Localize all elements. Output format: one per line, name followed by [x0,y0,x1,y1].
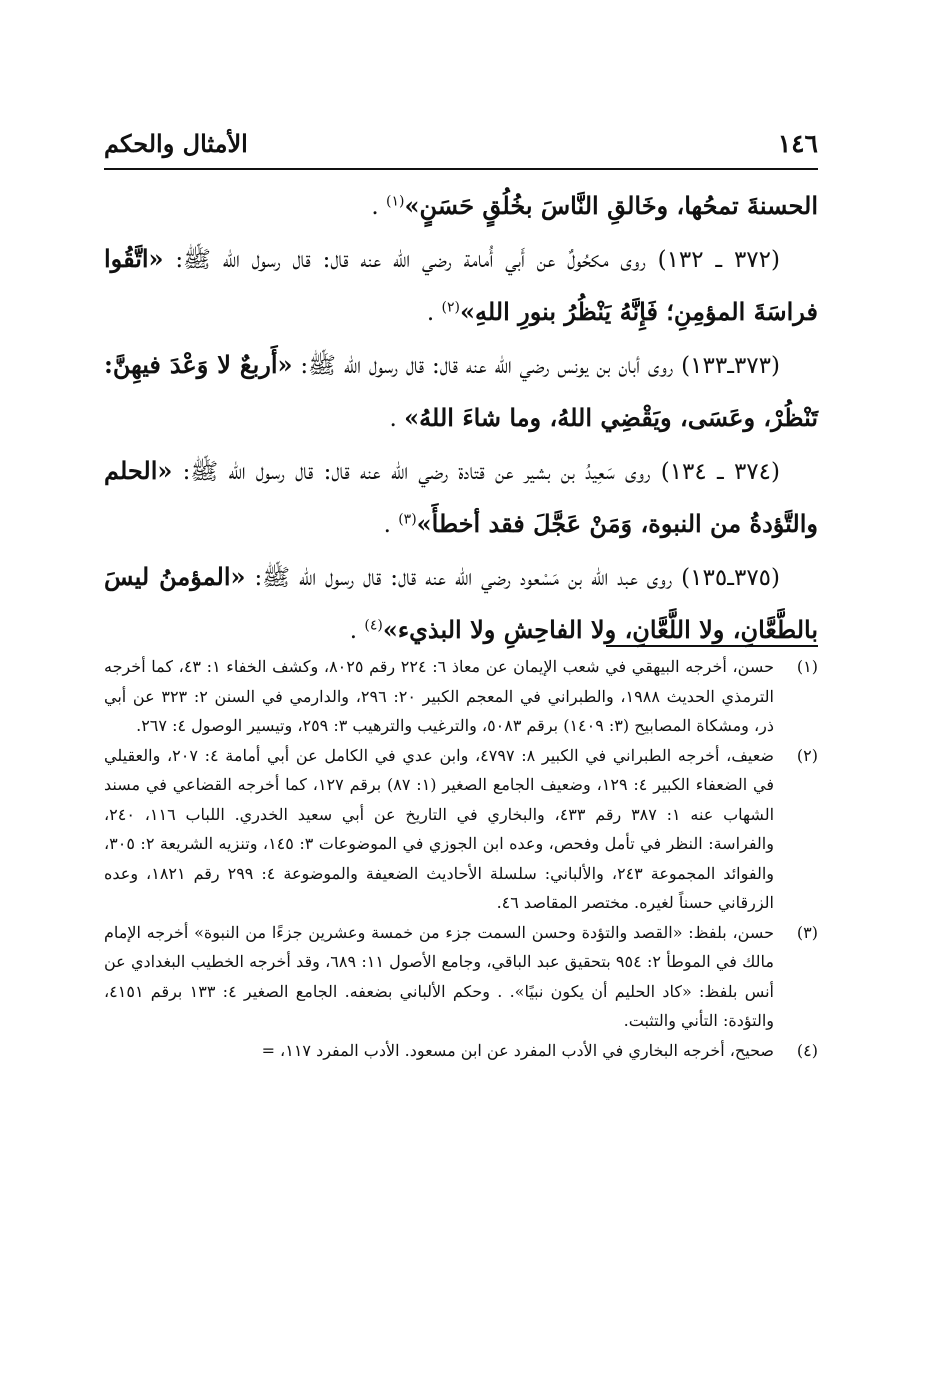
entry-number: (٣٧٢ ـ ١٣٢) [657,247,780,273]
entry-intro: روى أبان بن يونس رضي الله عنه قال: قال رسول الله ﷺ: [292,353,682,379]
footnote-1 [104,652,818,741]
paragraph-tail: . [426,300,442,326]
footnote-3 [104,918,818,1036]
footnote-2 [104,741,818,918]
footnote-number: (١) [796,657,818,676]
paragraph-tail: . [389,406,405,432]
footnote-divider [606,645,818,647]
footnote-text: حسن، بلفظ: «القصد والتؤدة وحسن السمت جزء من خمسة وعشرين جزءًا من النبوة» أخرجه الإمام مالك في الموطأ ٢: ٩٥٤ بتحقيق عبد الباقي، وجامع الأصول ١١: ٦٨٩، وقد أخرجه الخطيب البغدادي عن أنس بلفظ: «كاد الحليم أن يكون نبيًا». . وحكم الألباني بضعفه. الجامع الصغير ٤: ١٣٣ برقم ٤١٥١، والتؤدة: التأني والتثبت. [104,922,775,1030]
footnote-number: (٢) [796,745,818,765]
header-divider [104,168,818,170]
paragraph-tail: . [383,512,399,538]
continuation-paragraph [104,180,818,233]
hadith-quote: «المؤمنُ ليسَ بالطَّعَّانِ، ولا اللَّعَّانِ، ولا الفاحِشِ ولا البذيء» [104,562,818,644]
footnote-ref: (١) [386,193,405,210]
paragraph-tail: . [349,618,365,644]
entry-number: (٣٧٣ـ١٣٣) [681,353,780,379]
entry-number: (٣٧٤ ـ ١٣٤) [660,459,780,485]
footnotes [104,652,818,1065]
entry-number: (٣٧٥ـ١٣٥) [681,565,781,591]
footnote-text: ضعيف، أخرجه الطبراني في الكبير ٨: ٤٧٩٧، وابن عدي في الكامل عن أبي أمامة ٤: ٢٠٧، والعقيلي في الضعفاء الكبير ٤: ١٢٩، وضعيف الجامع الصغير (١: ٨٧) برقم ١٢٧، كما أخرجه القضاعي في مسند الشهاب عنه ١: ٣٨٧ رقم ٤٣٣، والبخاري في التاريخ عن أبي سعيد الخدري. اللباب ١١٦، ٢٤٠، والفراسة: النظر في تأمل وفحص، وعده ابن الجوزي في الموضوعات ٣: ١٤٥، وتنزيه الشريعة ٢: ٣٠٥، والفوائد المجموعة ٢٤٣، والألباني: سلسلة الأحاديث الضعيفة والموضوعة ٤: ٢٩٩ رقم ١٨٢١، وعده الزرقاني حسناً لغيره. مختصر المقاصد ٤٦. [104,745,775,912]
hadith-quote: «اتَّقُوا فراسَةَ المؤمِنِ؛ فَإِنَّهُ يَنْظُرُ بنورِ اللهِ» [104,244,818,326]
entry-intro: روى سَعِيدُ بن بشير عن قتادة رضي الله عنه قال: قال رسول الله ﷺ: [172,459,661,485]
footnote-ref: (٣) [398,511,417,528]
footnote-ref: (٢) [441,299,460,316]
entry-373 [104,339,818,445]
main-text [104,180,818,657]
footnote-text: صحيح، أخرجه البخاري في الأدب المفرد عن ابن مسعود. الأدب المفرد ١١٧، = [261,1040,774,1060]
entry-intro: روى عبد الله بن مَسْعود رضي الله عنه قال: قال رسول الله ﷺ: [245,565,682,591]
running-title: الأمثال والحكم [104,129,248,158]
entry-intro: روى مكحُولٌ عن أَبي أُمامة رضي الله عنه قال: قال رسول الله ﷺ: [163,247,658,273]
entry-372 [104,233,818,339]
entry-375 [104,551,818,657]
footnote-ref: (٤) [364,617,383,634]
footnote-4 [104,1036,818,1066]
hadith-quote: الحسنةَ تمحُها، وخَالقِ النَّاسَ بخُلُقٍ حَسَنٍ» [404,191,818,220]
footnote-number: (٤) [796,1040,818,1060]
footnote-number: (٣) [796,922,818,942]
hadith-quote: «أَربعٌ لا وَعْدَ فيهِنَّ: تَنْظُرْ، وعَسَى، ويَقْضِي اللهُ، وما شاءَ اللهُ» [104,350,818,432]
page-header [104,118,818,158]
paragraph-tail: . [371,194,387,220]
footnote-text: حسن، أخرجه البيهقي في شعب الإيمان عن معاذ ٦: ٢٢٤ رقم ٨٠٢٥، وكشف الخفاء ١: ٤٣، كما أخرجه الترمذي الحديث ١٩٨٨، والطبراني في المعجم الكبير ٢٠: ٢٩٦، والدارمي في السنن ٢: ٣٢٣ عن أبي ذر، ومشكاة المصابيح (٣: ١٤٠٩) برقم ٥٠٨٣، والترغيب والترهيب ٣: ٢٥٩، وتيسير الوصول ٤: ٢٦٧. [104,657,774,735]
entry-374 [104,445,818,551]
hadith-quote: «الحلم والتَّؤدةُ من النبوة، وَمَنْ عَجَّلَ فقد أخطأَ» [104,456,818,538]
page-number: ١٤٦ [777,129,818,158]
